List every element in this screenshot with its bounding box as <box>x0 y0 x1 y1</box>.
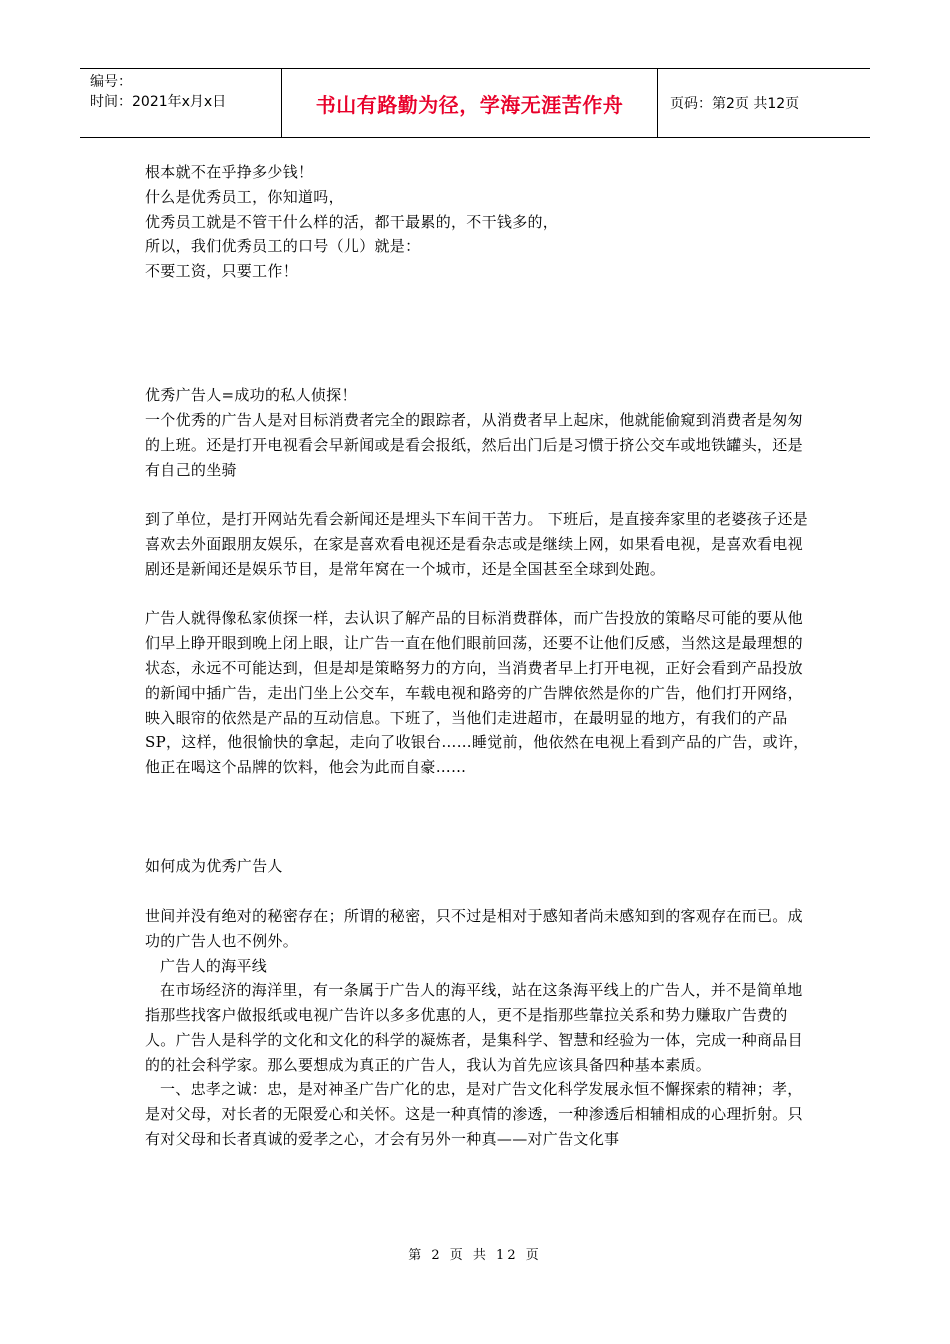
paragraph: 一、忠孝之诚：忠，是对神圣广告广化的忠，是对广告文化科学发展永恒不懈探索的精神；孝，是对父母，对长者的无限爱心和关怀。这是一种真情的渗透，一种渗透后相辅相成的心理折射。只有对父母和长者真诚的爱孝之心，才会有另外一种真——对广告文化事 <box>145 1080 803 1149</box>
paragraph: 在市场经济的海洋里，有一条属于广告人的海平线，站在这条海平线上的广告人，并不是简单地指那些找客户做报纸或电视广告许以多多优惠的人，更不是指那些靠拉关系和势力赚取广告费的人。广告人是科学的文化和文化的科学的凝炼者，是集科学、智慧和经验为一体，完成一种商品目的的社会科学家。那么要想成为真正的广告人，我认为首先应该具备四种基本素质。 <box>145 981 803 1074</box>
page-header <box>80 68 870 138</box>
paragraph: 什么是优秀员工，你知道吗， <box>145 187 344 206</box>
paragraph: 世间并没有绝对的秘密存在；所谓的秘密，只不过是相对于感知者尚未感知到的客观存在而已。成功的广告人也不例外。 <box>145 906 803 950</box>
spacer <box>145 482 810 507</box>
date-label: 时间：2021年x月x日 <box>90 94 227 110</box>
paragraph: 一个优秀的广告人是对目标消费者完全的跟踪者，从消费者早上起床，他就能偷窥到消费者是匆匆的上班。还是打开电视看会早新闻或是看会报纸，然后出门后是习惯于挤公交车或地铁罐头，还是有自己的坐骑 <box>145 410 803 479</box>
spacer <box>145 879 810 904</box>
section-heading: 如何成为优秀广告人 <box>145 857 283 876</box>
paragraph: 根本就不在乎挣多少钱！ <box>145 163 314 181</box>
spacer <box>145 284 810 358</box>
page-footer: 第 2 页 共 12 页 <box>408 1248 542 1263</box>
header-page-label: 页码：第2页 共12页 <box>670 96 800 112</box>
paragraph: 优秀员工就是不管干什么样的活，都干最累的，不干钱多的， <box>145 212 559 231</box>
section-heading: 优秀广告人=成功的私人侦探！ <box>145 386 357 405</box>
paragraph: 所以，我们优秀员工的口号（儿）就是： <box>145 237 421 256</box>
paragraph: 不要工资，只要工作！ <box>145 262 299 281</box>
paragraph: 广告人就得像私家侦探一样，去认识了解产品的目标消费群体，而广告投放的策略尽可能的要从他们早上睁开眼到晚上闭上眼，让广告一直在他们眼前回荡，还要不让他们反感，当然这是最理想的状态，永远不可能达到，但是却是策略努力的方向，当消费者早上打开电视，正好会看到产品投放的新闻中插广告，走出门坐上公交车，车载电视和路旁的广告牌依然是你的广告，他们打开网络，映入眼帘的依然是产品的互动信息。下班了，当他们走进超市，在最明显的地方，有我们的产品SP，这样，他很愉快的拿起，走向了收银台……睡觉前，他依然在电视上看到产品的广告，或许，他正在喝这个品牌的饮料，他会为此而自豪…… <box>145 609 809 777</box>
subheading: 广告人的海平线 <box>160 956 268 975</box>
number-label: 编号： <box>90 74 132 90</box>
document-body <box>145 160 810 1152</box>
spacer <box>145 358 810 383</box>
paragraph: 到了单位，是打开网站先看会新闻还是埋头下车间干苦力。 下班后，是直接奔家里的老婆孩子还是喜欢去外面跟朋友娱乐，在家是喜欢看电视还是看杂志或是继续上网，如果看电视，是喜欢看电视剧还是新闻还是娱乐节目，是常年窝在一个城市，还是全国甚至全球到处跑。 <box>145 510 808 578</box>
header-motto: 书山有路勤为径，学海无涯苦作舟 <box>282 69 658 137</box>
spacer <box>145 582 810 607</box>
header-meta <box>80 69 282 137</box>
spacer <box>145 780 810 854</box>
